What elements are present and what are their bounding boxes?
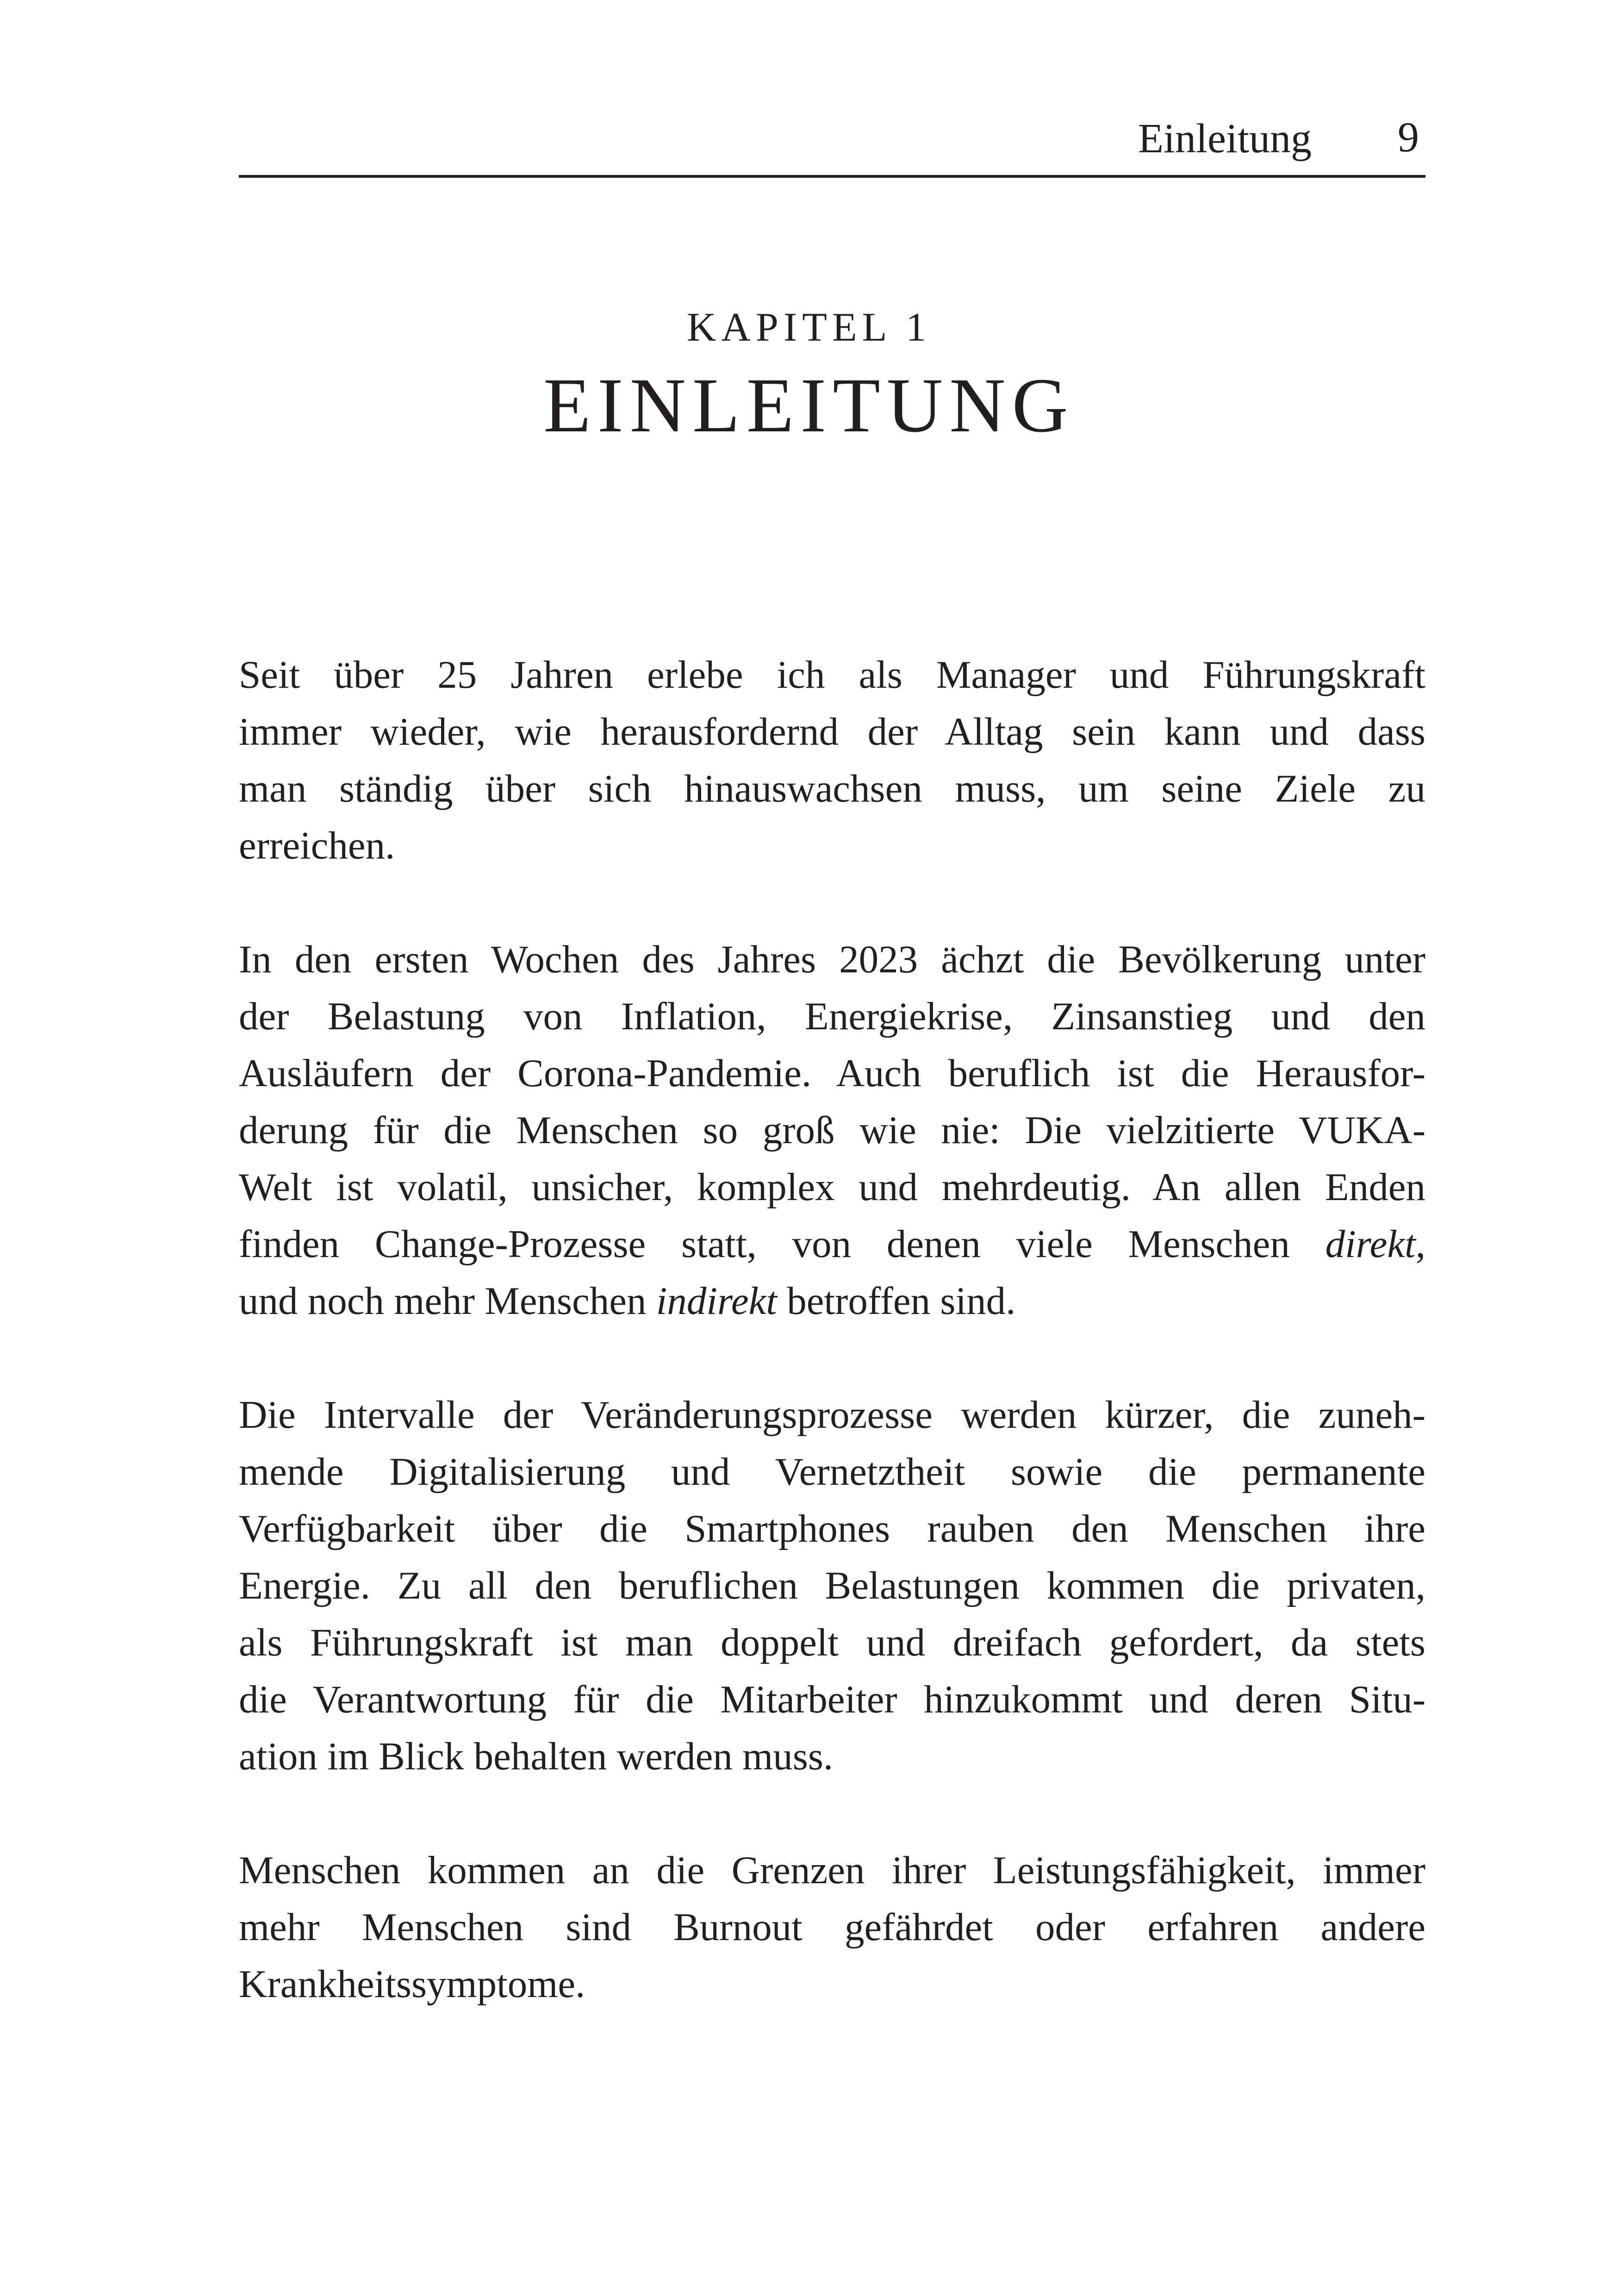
text-line: In den ersten Wochen des Jahres 2023 ächzt die Bevölkerung unter (239, 938, 1425, 981)
emphasis-indirekt: indirekt (656, 1279, 777, 1323)
text-run: betroffen sind. (777, 1279, 1016, 1323)
text-line: man ständig über sich hinauswachsen muss, um seine Ziele zu (239, 767, 1425, 810)
text-line (239, 1216, 1425, 1273)
text-line: als Führungskraft ist man doppelt und dreifach gefordert, da stets (239, 1621, 1425, 1664)
text-line: die Verantwortung für die Mitarbeiter hinzukommt und deren Situ- (239, 1678, 1425, 1721)
paragraph-1 (239, 647, 1425, 874)
emphasis-direkt: direkt (1325, 1222, 1416, 1266)
paragraph-3 (239, 1387, 1425, 1785)
text-line: mende Digitalisierung und Vernetztheit sowie die permanente (239, 1450, 1425, 1493)
text-line: Krankheitssymptome. (239, 1962, 585, 2006)
paragraph-2 (239, 931, 1425, 1330)
text-line: Welt ist volatil, unsicher, komplex und mehrdeutig. An allen Enden (239, 1165, 1425, 1209)
text-line: immer wieder, wie herausfordernd der Alltag sein kann und dass (239, 710, 1425, 753)
chapter-title: EINLEITUNG (543, 362, 1075, 448)
text-line: ation im Blick behalten werden muss. (239, 1735, 834, 1778)
text-line: Menschen kommen an die Grenzen ihrer Leistungsfähigkeit, immer (239, 1848, 1425, 1892)
text-line (239, 1273, 1425, 1330)
text-line: Energie. Zu all den beruflichen Belastungen kommen die privaten, (239, 1564, 1425, 1607)
text-line: mehr Menschen sind Burnout gefährdet oder erfahren andere (239, 1905, 1425, 1949)
text-line: Ausläufern der Corona-Pandemie. Auch beruflich ist die Herausfor- (239, 1052, 1425, 1095)
text-line: derung für die Menschen so groß wie nie: Die vielzitierte VUKA- (239, 1108, 1425, 1152)
text-run: finden Change-Prozesse statt, von denen viele Menschen (239, 1222, 1326, 1266)
running-header (239, 101, 1425, 178)
running-header-title: Einleitung (1138, 116, 1312, 162)
text-line: erreichen. (239, 824, 395, 867)
text-line: Verfügbarkeit über die Smartphones rauben den Menschen ihre (239, 1507, 1425, 1550)
body-text (239, 647, 1425, 2070)
text-line: der Belastung von Inflation, Energiekrise, Zinsanstieg und den (239, 995, 1425, 1038)
text-line: Die Intervalle der Veränderungsprozesse werden kürzer, die zuneh- (239, 1393, 1425, 1437)
chapter-label: KAPITEL 1 (686, 305, 932, 350)
paragraph-4 (239, 1842, 1425, 2013)
text-run: und noch mehr Menschen (239, 1279, 656, 1323)
text-line: Seit über 25 Jahren erlebe ich als Manager und Führungskraft (239, 653, 1425, 697)
text-run: , (1415, 1222, 1425, 1266)
page-number: 9 (1398, 113, 1419, 161)
